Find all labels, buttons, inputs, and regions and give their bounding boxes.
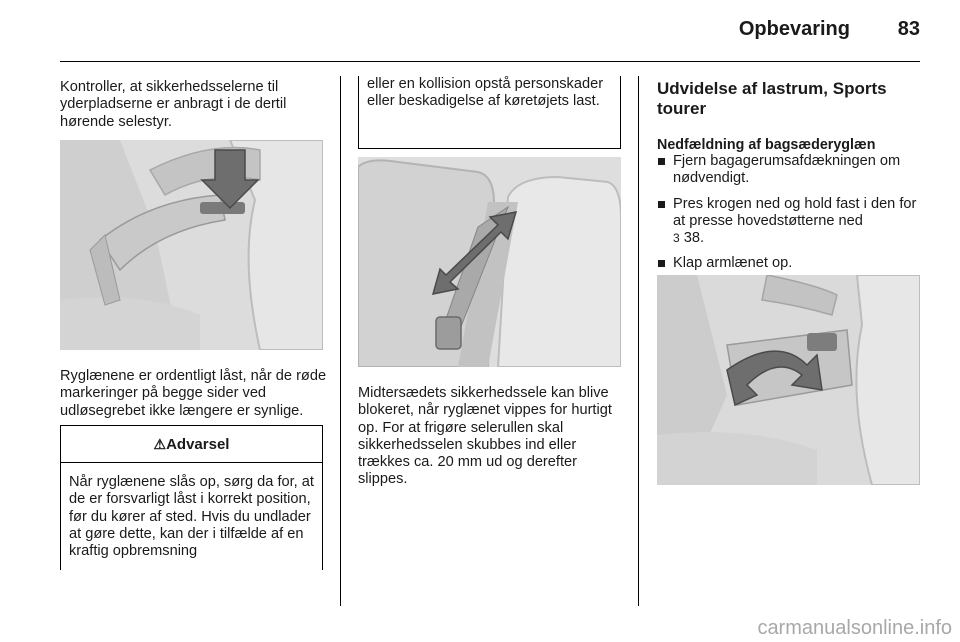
instruction-list	[657, 153, 923, 281]
sub-heading: Nedfældning af bagsæderyglæn	[657, 137, 876, 153]
locked-paragraph: Ryglænene er ordentligt låst, når de røde markeringer på begge sider ved udløsegrebet ikke længere er synlige.	[60, 368, 327, 419]
list-item-text: Klap armlænet op.	[673, 255, 793, 272]
illustration-seatbelt-guide	[60, 140, 323, 350]
list-item	[657, 196, 923, 248]
column-divider-left	[340, 76, 341, 606]
bullet-icon	[658, 201, 665, 208]
page-title: Opbevaring	[738, 18, 850, 40]
list-item-text: Pres krogen ned og hold fast i den for at presse hovedstøtterne ned	[673, 195, 917, 229]
warning-triangle-icon: ⚠	[153, 436, 167, 452]
list-item	[657, 153, 923, 188]
list-item	[657, 255, 923, 272]
bullet-icon	[658, 158, 665, 165]
cross-reference-icon: 3	[673, 231, 680, 246]
watermark: carmanualsonline.info	[757, 617, 952, 639]
warning-box-continued	[358, 76, 621, 149]
illustration-center-seatbelt	[358, 157, 621, 367]
warning-header	[61, 426, 322, 463]
cross-reference	[673, 230, 704, 246]
center-belt-paragraph: Midtersædets sikkerhedssele kan blive blokeret, når ryglænet vippes for hurtigt op. For at frigøre selerullen skal sikkerhedsselen skubbes ind eller trækkes ca. 20 mm ud og derefter slippes.	[358, 385, 612, 488]
column-divider-right	[638, 76, 639, 606]
list-item-text: Fjern bagagerumsafdækningen om nødvendigt.	[673, 153, 901, 187]
section-heading: Udvidelse af lastrum, Sports tourer	[657, 79, 887, 118]
intro-paragraph: Kontroller, at sikkerhedsselerne til yderpladserne er anbragt i de dertil hørende selestyr.	[60, 79, 287, 130]
cross-reference-page: 38.	[683, 230, 705, 247]
warning-box	[60, 425, 323, 570]
warning-continued-body: eller en kollision opstå personskader eller beskadigelse af køretøjets last.	[367, 76, 604, 110]
header-rule	[60, 61, 920, 62]
illustration-armrest	[657, 275, 920, 485]
warning-title: Advarsel	[166, 436, 230, 453]
warning-body: Når ryglænene slås op, sørg da for, at de er forsvarligt låst i korrekt position, før du kører af sted. Hvis du undlader at gøre dette, kan der i tilfælde af en kraftig opbremsning	[69, 474, 314, 560]
page-number: 83	[897, 18, 920, 40]
bullet-icon	[658, 260, 665, 267]
